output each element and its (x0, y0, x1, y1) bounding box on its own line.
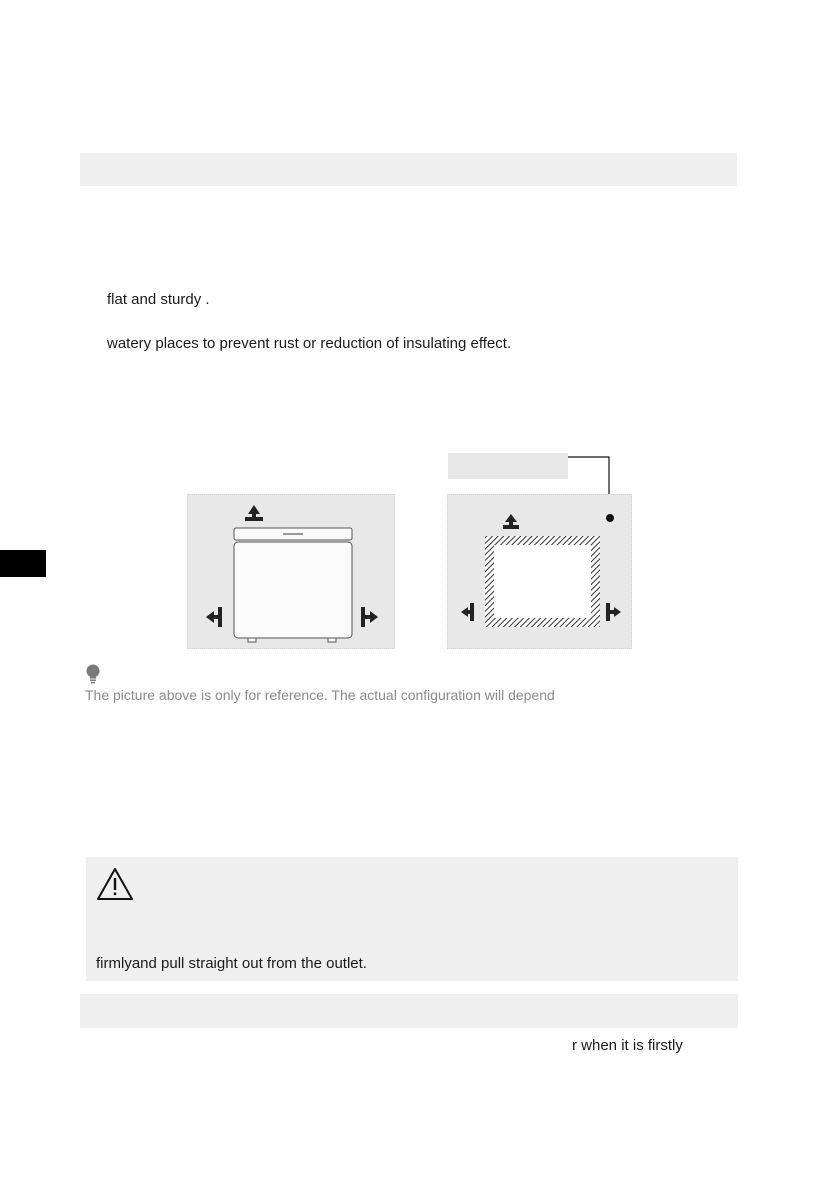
text-watery-places: watery places to prevent rust or reduction of insulating effect. (107, 335, 512, 352)
bottom-text-fragment: r when it is firstly (572, 1037, 683, 1054)
arrow-left-icon (461, 603, 474, 621)
arrow-up-icon (503, 514, 519, 529)
warning-triangle-icon (96, 867, 134, 901)
caution-box (86, 857, 738, 981)
reference-note: The picture above is only for reference. The actual configuration will depend (85, 687, 555, 703)
appliance-body (234, 542, 352, 638)
lightbulb-icon (85, 664, 101, 684)
front-view-diagram (187, 494, 395, 649)
appliance-footprint (494, 545, 591, 618)
section-header-bar (80, 153, 737, 186)
top-view-diagram (447, 494, 632, 649)
callout-label-box (448, 453, 568, 479)
section-header-bar-bottom (80, 994, 738, 1028)
text-flat-and-sturdy: flat and sturdy . (107, 291, 210, 308)
arrow-right-icon (361, 607, 378, 627)
callout-dot (606, 514, 614, 522)
side-tab (0, 550, 46, 577)
arrow-right-icon (606, 603, 621, 621)
caution-text-tail: firmlyand pull straight out from the outlet. (96, 955, 367, 972)
arrow-up-icon (245, 505, 263, 521)
arrow-left-icon (206, 607, 222, 627)
